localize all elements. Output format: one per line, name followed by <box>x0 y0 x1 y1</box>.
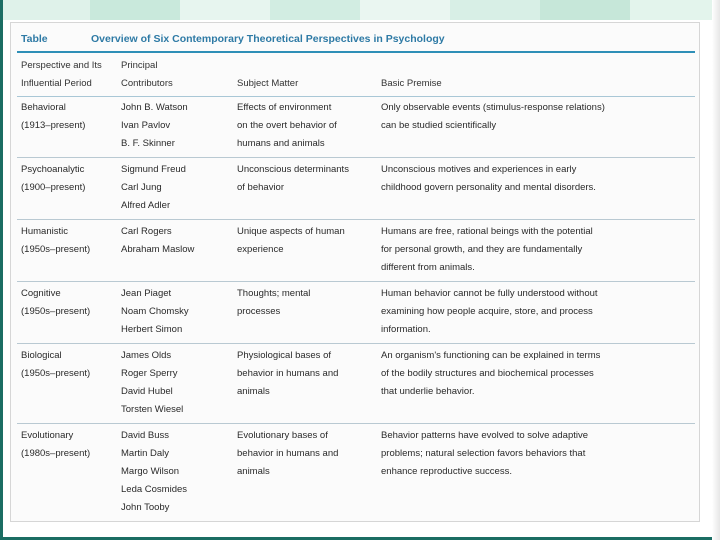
contributors-cell <box>121 347 237 419</box>
cell-line: Carl Jung <box>121 182 162 193</box>
row-rule <box>17 157 695 158</box>
contributors-cell <box>121 99 237 153</box>
cell-line: (1950s–present) <box>21 368 91 379</box>
decorative-tile <box>90 0 180 20</box>
cell-line: Martin Daly <box>121 448 170 459</box>
decorative-tile <box>540 0 630 20</box>
cell-line: Unconscious motives and experiences in early <box>381 164 577 175</box>
decorative-header-strip <box>0 0 720 20</box>
premise-cell <box>381 99 691 135</box>
cell-line: experience <box>237 244 284 255</box>
cell-line: Thoughts; mental <box>237 288 311 299</box>
cell-line: Evolutionary <box>21 430 74 441</box>
cell-line: animals <box>237 466 270 477</box>
cell-line: of behavior <box>237 182 285 193</box>
perspective-cell <box>21 223 119 259</box>
cell-line: Only observable events (stimulus-response relations) <box>381 102 605 113</box>
subject-cell <box>237 285 381 321</box>
cell-line: Human behavior cannot be fully understood without <box>381 288 598 299</box>
column-header-premise: Basic Premise <box>381 78 442 89</box>
contributors-cell <box>121 223 237 259</box>
cell-line: B. F. Skinner <box>121 138 175 149</box>
cell-line: Torsten Wiesel <box>121 404 184 415</box>
contributors-cell <box>121 427 237 517</box>
cell-line: Ivan Pavlov <box>121 120 171 131</box>
premise-cell <box>381 223 691 277</box>
table-header <box>17 31 695 53</box>
cell-line: Biological <box>21 350 62 361</box>
cell-line: An organism's functioning can be explained in terms <box>381 350 601 361</box>
cell-line: Evolutionary bases of <box>237 430 328 441</box>
cell-line: that underlie behavior. <box>381 386 475 397</box>
column-header-perspective <box>21 57 119 93</box>
table-label: Table <box>21 33 48 45</box>
cell-line: examining how people acquire, store, and process <box>381 306 593 317</box>
premise-cell <box>381 427 691 481</box>
cell-line: can be studied scientifically <box>381 120 497 131</box>
decorative-tile <box>0 0 90 20</box>
cell-line: childhood govern personality and mental disorders. <box>381 182 596 193</box>
cell-line: different from animals. <box>381 262 475 273</box>
column-header-contributors <box>121 57 237 93</box>
subject-cell <box>237 427 381 481</box>
cell-line: of the bodily structures and biochemical processes <box>381 368 594 379</box>
cell-line: Abraham Maslow <box>121 244 195 255</box>
contributors-cell <box>121 161 237 215</box>
premise-cell <box>381 285 691 339</box>
cell-line: for personal growth, and they are fundamentally <box>381 244 583 255</box>
cell-line: John B. Watson <box>121 102 188 113</box>
column-header-line: Influential Period <box>21 78 92 89</box>
cell-line: problems; natural selection favors behaviors that <box>381 448 586 459</box>
premise-cell <box>381 347 691 401</box>
row-rule <box>17 423 695 424</box>
column-header-line: Perspective and Its <box>21 60 102 71</box>
cell-line: Carl Rogers <box>121 226 172 237</box>
cell-line: (1913–present) <box>21 120 86 131</box>
premise-cell <box>381 161 691 197</box>
cell-line: David Hubel <box>121 386 173 397</box>
cell-line: Behavior patterns have evolved to solve adaptive <box>381 430 589 441</box>
perspective-cell <box>21 427 119 463</box>
cell-line: (1950s–present) <box>21 244 91 255</box>
cell-line: Humanistic <box>21 226 68 237</box>
decorative-tile <box>270 0 360 20</box>
cell-line: Leda Cosmides <box>121 484 188 495</box>
cell-line: James Olds <box>121 350 172 361</box>
cell-line: Humans are free, rational beings with the potential <box>381 226 593 237</box>
perspective-cell <box>21 161 119 197</box>
cell-line: Cognitive <box>21 288 61 299</box>
cell-line: Margo Wilson <box>121 466 180 477</box>
cell-line: (1980s–present) <box>21 448 91 459</box>
decorative-tile <box>360 0 450 20</box>
cell-line: behavior in humans and <box>237 448 339 459</box>
cell-line: behavior in humans and <box>237 368 339 379</box>
cell-line: animals <box>237 386 270 397</box>
cell-line: Roger Sperry <box>121 368 178 379</box>
cell-line: Unique aspects of human <box>237 226 345 237</box>
cell-line: (1900–present) <box>21 182 86 193</box>
cell-line: Noam Chomsky <box>121 306 189 317</box>
contributors-cell <box>121 285 237 339</box>
cell-line: Alfred Adler <box>121 200 171 211</box>
left-accent-rule <box>0 0 3 540</box>
subject-cell <box>237 99 381 153</box>
column-header-line: Principal <box>121 60 158 71</box>
cell-line: humans and animals <box>237 138 325 149</box>
perspective-cell <box>21 347 119 383</box>
decorative-tile <box>450 0 540 20</box>
decorative-tile <box>630 0 720 20</box>
decorative-tile <box>180 0 270 20</box>
cell-line: John Tooby <box>121 502 170 513</box>
perspective-cell <box>21 285 119 321</box>
perspective-cell <box>21 99 119 135</box>
cell-line: Behavioral <box>21 102 66 113</box>
cell-line: Jean Piaget <box>121 288 172 299</box>
cell-line: Herbert Simon <box>121 324 183 335</box>
cell-line: Physiological bases of <box>237 350 331 361</box>
subject-cell <box>237 223 381 259</box>
cell-line: processes <box>237 306 281 317</box>
right-edge-shadow <box>712 0 720 540</box>
row-rule <box>17 219 695 220</box>
cell-line: Sigmund Freud <box>121 164 186 175</box>
cell-line: (1950s–present) <box>21 306 91 317</box>
cell-line: David Buss <box>121 430 170 441</box>
row-rule <box>17 281 695 282</box>
cell-line: information. <box>381 324 431 335</box>
column-header-rule <box>17 96 695 97</box>
column-header-line: Contributors <box>121 78 173 89</box>
table-title: Overview of Six Contemporary Theoretical Perspectives in Psychology <box>91 33 445 45</box>
table-document <box>10 22 700 522</box>
cell-line: Psychoanalytic <box>21 164 85 175</box>
cell-line: Effects of environment <box>237 102 332 113</box>
column-header-subject: Subject Matter <box>237 78 299 89</box>
subject-cell <box>237 347 381 401</box>
cell-line: enhance reproductive success. <box>381 466 512 477</box>
cell-line: Unconscious determinants <box>237 164 349 175</box>
cell-line: on the overt behavior of <box>237 120 337 131</box>
subject-cell <box>237 161 381 197</box>
row-rule <box>17 343 695 344</box>
